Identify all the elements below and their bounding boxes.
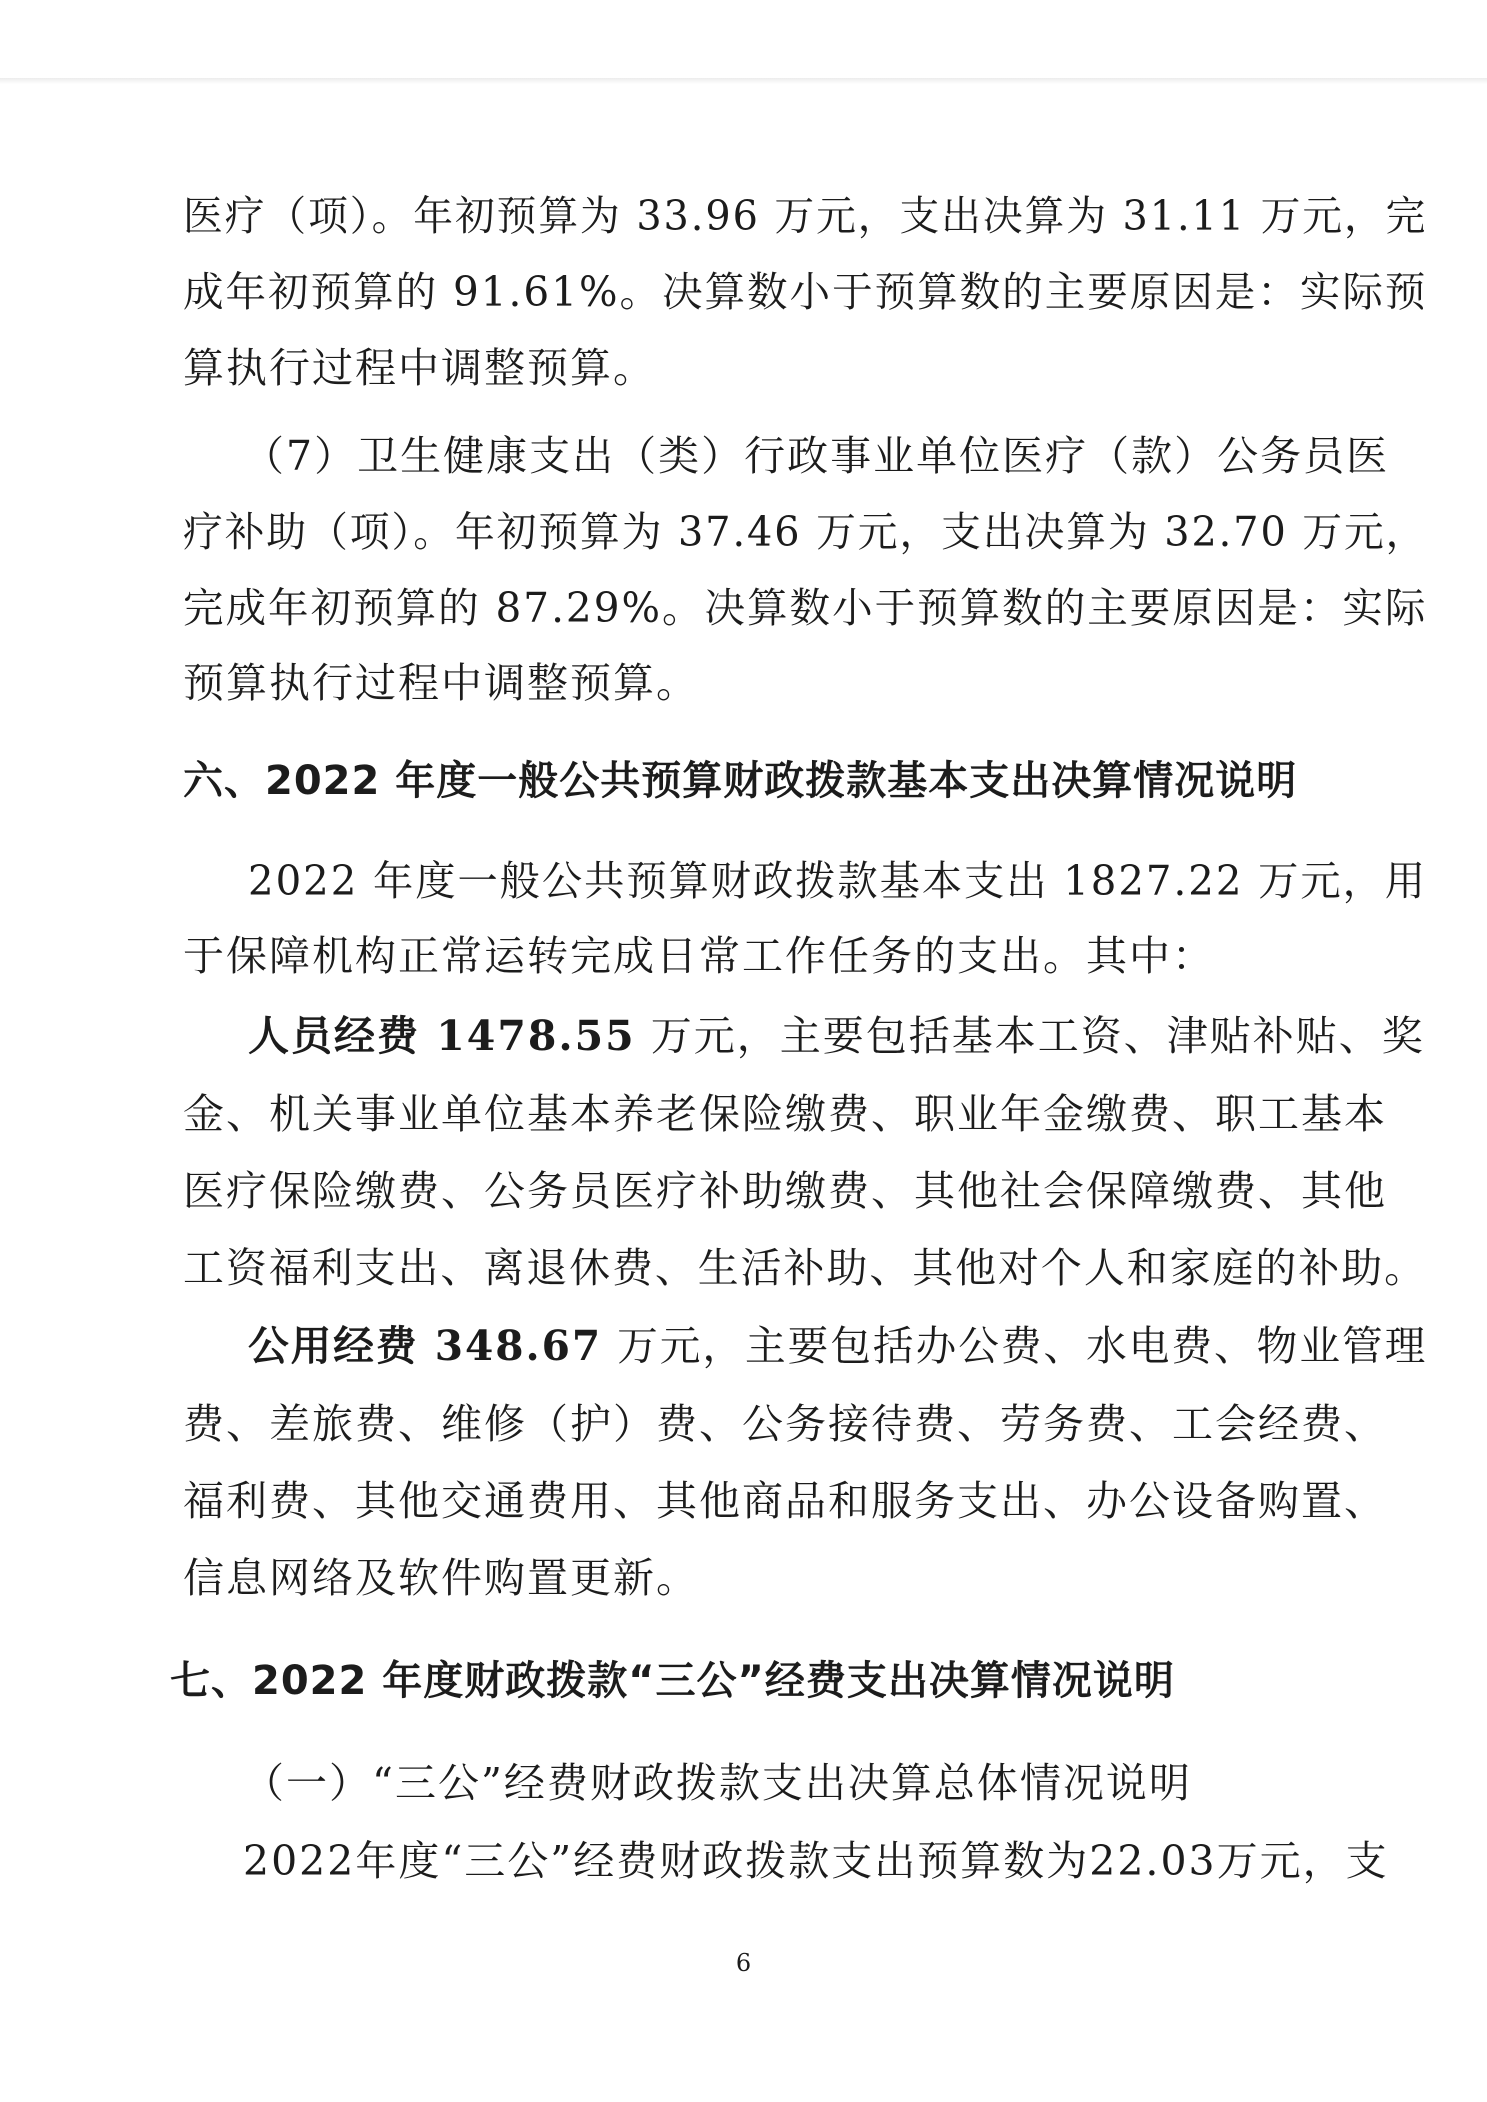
section-6-intro-line-2: 于保障机构正常运转完成日常工作任务的支出。其中：: [183, 932, 1215, 980]
section-7-heading: 七、2022 年度财政拨款“三公”经费支出决算情况说明: [170, 1658, 1175, 1704]
personnel-expense-line-1: [248, 1010, 1425, 1062]
para-medical-line-2: 成年初预算的 91.61%。决算数小于预算数的主要原因是：实际预: [183, 268, 1428, 316]
personnel-expense-line-3: 医疗保险缴费、公务员医疗补助缴费、其他社会保障缴费、其他: [183, 1167, 1387, 1215]
section-6-intro-line-1: 2022 年度一般公共预算财政拨款基本支出 1827.22 万元，用: [248, 857, 1428, 905]
para-item7-line-3: 完成年初预算的 87.29%。决算数小于预算数的主要原因是：实际: [183, 584, 1428, 632]
para-item7-line-2: 疗补助（项）。年初预算为 37.46 万元，支出决算为 32.70 万元，: [183, 508, 1428, 556]
personnel-expense-label: 人员经费 1478.55: [248, 1012, 636, 1060]
para-medical-line-1: 医疗（项）。年初预算为 33.96 万元，支出决算为 31.11 万元，完: [183, 192, 1428, 240]
para-item7-line-4: 预算执行过程中调整预算。: [183, 659, 699, 707]
para-item7-line-1: （7）卫生健康支出（类）行政事业单位医疗（款）公务员医: [243, 432, 1390, 480]
scan-edge: [0, 78, 1487, 84]
para-medical-line-3: 算执行过程中调整预算。: [183, 344, 656, 392]
page-number: 6: [735, 1949, 752, 1977]
section-6-heading: 六、2022 年度一般公共预算财政拨款基本支出决算情况说明: [183, 758, 1298, 804]
personnel-expense-line-4: 工资福利支出、离退休费、生活补助、其他对个人和家庭的补助。: [183, 1244, 1428, 1292]
public-expense-label: 公用经费 348.67: [248, 1322, 603, 1370]
public-expense-line-4: 信息网络及软件购置更新。: [183, 1554, 699, 1602]
public-expense-line-2: 费、差旅费、维修（护）费、公务接待费、劳务费、工会经费、: [183, 1400, 1387, 1448]
section-7-subheading-1: （一）“三公”经费财政拨款支出决算总体情况说明: [243, 1759, 1192, 1807]
personnel-expense-line-2: 金、机关事业单位基本养老保险缴费、职业年金缴费、职工基本: [183, 1090, 1387, 1138]
public-expense-line-1: [248, 1320, 1427, 1372]
public-expense-text: 万元，主要包括办公费、水电费、物业管理: [602, 1322, 1428, 1370]
public-expense-line-3: 福利费、其他交通费用、其他商品和服务支出、办公设备购置、: [183, 1477, 1387, 1525]
personnel-expense-text: 万元，主要包括基本工资、津贴补贴、奖: [635, 1012, 1425, 1060]
section-7-line-1: 2022年度“三公”经费财政拨款支出预算数为22.03万元，支: [243, 1837, 1389, 1885]
